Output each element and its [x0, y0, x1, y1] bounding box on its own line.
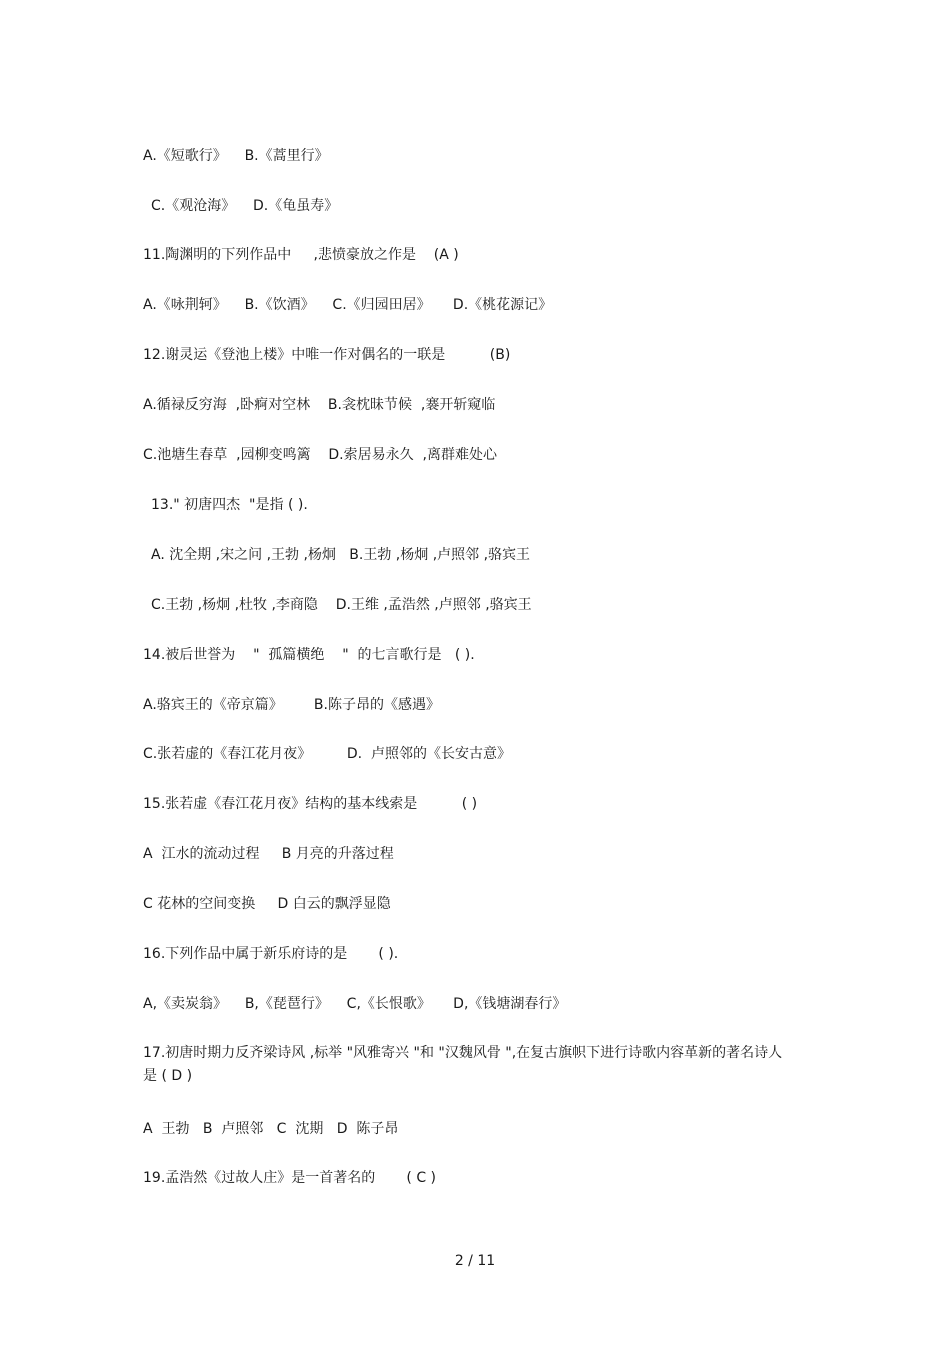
option-line: A 王勃 B 卢照邻 C 沈期 D 陈子昂 [143, 1121, 399, 1137]
option-line: A. 沈全期 ,宋之问 ,王勃 ,杨炯 B.王勃 ,杨炯 ,卢照邻 ,骆宾王 [151, 547, 531, 563]
option-line: C.《观沧海》 D.《龟虽寿》 [151, 198, 339, 214]
option-line: A,《卖炭翁》 B,《琵琶行》 C,《长恨歌》 D,《钱塘湖春行》 [143, 996, 567, 1012]
question-11: 11.陶渊明的下列作品中 ,悲愤豪放之作是 (A ) [143, 247, 459, 263]
question-16: 16.下列作品中属于新乐府诗的是 ( ). [143, 946, 399, 962]
option-line: A.循禄反穷海 ,卧痾对空林 B.衾枕昧节候 ,褰开斩窥临 [143, 397, 496, 413]
option-line: A 江水的流动过程 B 月亮的升落过程 [143, 846, 394, 862]
question-17: 17.初唐时期力反齐梁诗风 ,标举 "风雅寄兴 "和 "汉魏风骨 ",在复古旗帜下进行诗歌内容革新的著名诗人是 ( D ) [143, 1045, 783, 1084]
option-line: C 花林的空间变换 D 白云的飘浮显隐 [143, 896, 391, 912]
option-line: C.池塘生春草 ,园柳变鸣篱 D.索居易永久 ,离群难处心 [143, 447, 497, 463]
question-15: 15.张若虚《春江花月夜》结构的基本线索是 ( ) [143, 796, 478, 812]
question-12: 12.谢灵运《登池上楼》中唯一作对偶名的一联是 (B) [143, 347, 511, 363]
option-line: A.《咏荆轲》 B.《饮酒》 C.《归园田居》 D.《桃花源记》 [143, 297, 553, 313]
option-line: C.王勃 ,杨炯 ,杜牧 ,李商隐 D.王维 ,孟浩然 ,卢照邻 ,骆宾王 [151, 597, 532, 613]
page-number: 2 / 11 [454, 1253, 496, 1269]
option-line: C.张若虚的《春江花月夜》 D. 卢照邻的《长安古意》 [143, 746, 511, 762]
option-line: A.骆宾王的《帝京篇》 B.陈子昂的《感遇》 [143, 697, 440, 713]
question-19: 19.孟浩然《过故人庄》是一首著名的 ( C ) [143, 1170, 437, 1186]
question-14: 14.被后世誉为 " 孤篇横绝 " 的七言歌行是 ( ). [143, 647, 475, 663]
option-line: A.《短歌行》 B.《蒿里行》 [143, 148, 329, 164]
question-13: 13." 初唐四杰 "是指 ( ). [151, 497, 308, 513]
